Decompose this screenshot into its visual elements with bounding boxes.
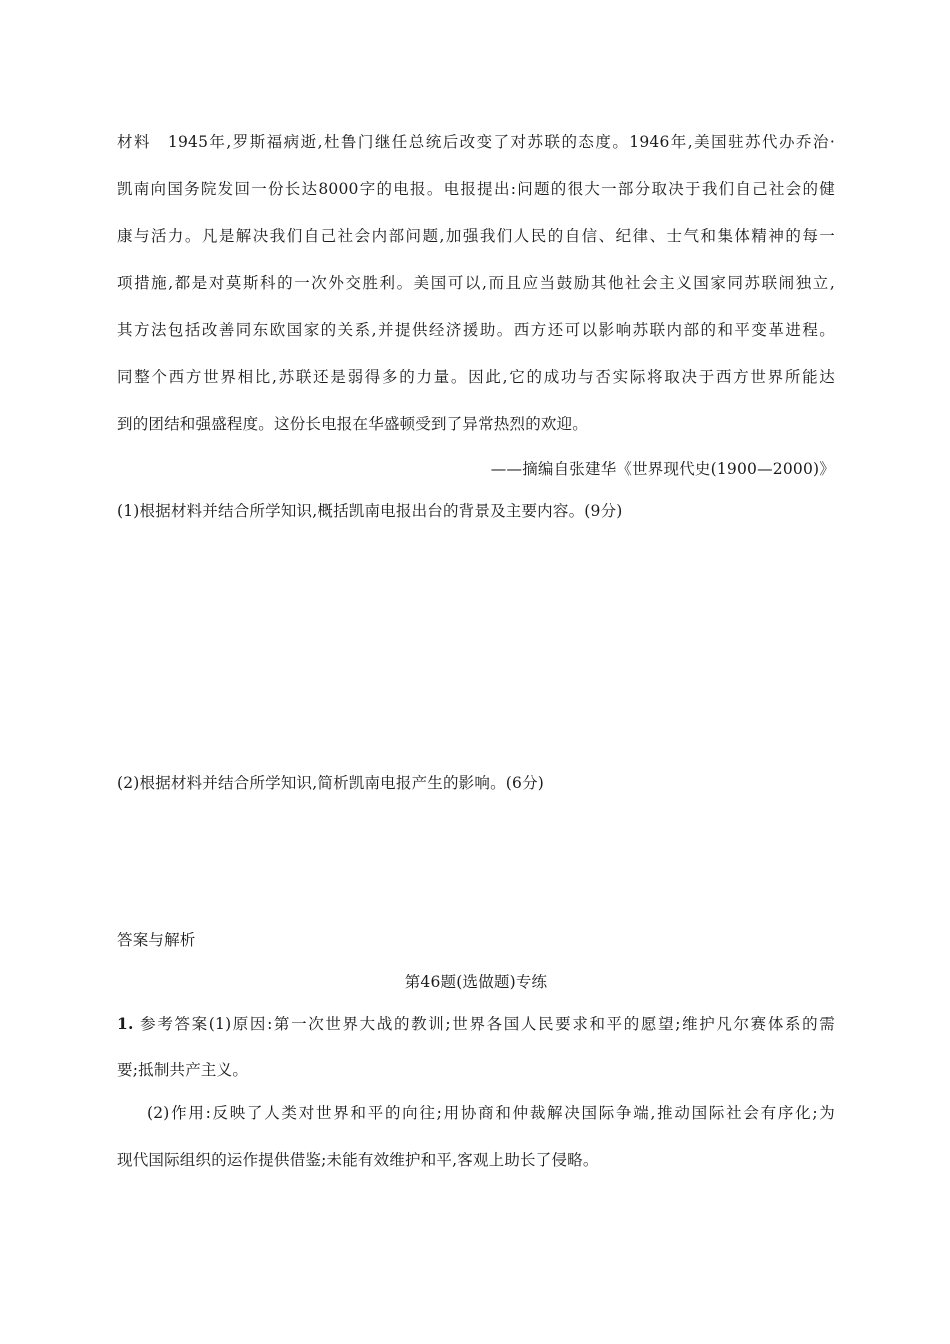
document-page (117, 0, 835, 1344)
material-line-6: 同整个西方世界相比,苏联还是弱得多的力量。因此,它的成功与否实际将取决于西方世界所能达 (117, 368, 835, 386)
material-source: ——摘编自张建华《世界现代史(1900—2000)》 (490, 460, 835, 478)
answer-1-line-1 (117, 1013, 835, 1035)
answer-1-text: 参考答案(1)原因:第一次世界大战的教训;世界各国人民要求和平的愿望;维护凡尔赛体系的需 (140, 1015, 835, 1033)
material-line-4: 项措施,都是对莫斯科的一次外交胜利。美国可以,而且应当鼓励其他社会主义国家同苏联闹独立, (117, 274, 835, 292)
answer-1-number: 1. (117, 1014, 134, 1033)
material-line-5: 其方法包括改善同东欧国家的关系,并提供经济援助。西方还可以影响苏联内部的和平变革进程。 (117, 321, 835, 339)
question-1: (1)根据材料并结合所学知识,概括凯南电报出台的背景及主要内容。(9分) (117, 502, 623, 520)
material-line-3: 康与活力。凡是解决我们自己社会内部问题,加强我们人民的自信、纪律、士气和集体精神的每一 (117, 227, 835, 245)
answer-1-line-2: 要;抵制共产主义。 (117, 1061, 249, 1079)
section-title: 第46题(选做题)专练 (404, 973, 548, 991)
material-line-1: 材料 1945年,罗斯福病逝,杜鲁门继任总统后改变了对苏联的态度。1946年,美国驻苏代办乔治· (117, 133, 835, 151)
answers-heading: 答案与解析 (117, 931, 196, 949)
answer-1-part-2-line-1: (2)作用:反映了人类对世界和平的向往;用协商和仲裁解决国际争端,推动国际社会有序化;为 (147, 1104, 835, 1122)
answer-1-part-2-line-2: 现代国际组织的运作提供借鉴;未能有效维护和平,客观上助长了侵略。 (117, 1151, 599, 1169)
question-2: (2)根据材料并结合所学知识,简析凯南电报产生的影响。(6分) (117, 774, 545, 792)
material-line-2: 凯南向国务院发回一份长达8000字的电报。电报提出:问题的很大一部分取决于我们自己社会的健 (117, 180, 835, 198)
material-line-7: 到的团结和强盛程度。这份长电报在华盛顿受到了异常热烈的欢迎。 (117, 415, 589, 433)
